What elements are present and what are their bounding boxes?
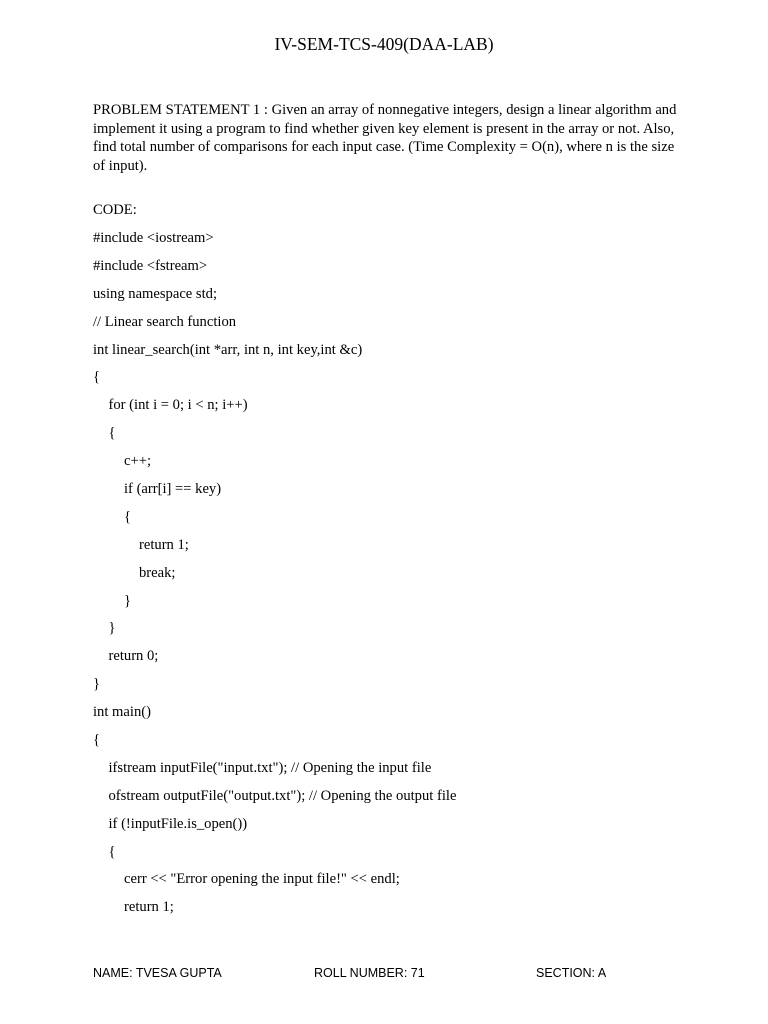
code-line: { [108, 425, 116, 442]
page-title: IV-SEM-TCS-409(DAA-LAB) [274, 34, 494, 54]
code-line: { [108, 843, 116, 860]
code-line: return 0; [108, 648, 159, 665]
code-line: // Linear search function [93, 313, 237, 330]
code-line: if (!inputFile.is_open()) [108, 815, 248, 832]
page-footer [93, 964, 713, 982]
code-line: return 1; [124, 899, 174, 916]
code-line: break; [139, 564, 176, 581]
code-line: ifstream inputFile("input.txt"); // Opening the input file [108, 759, 432, 776]
code-line: } [124, 592, 132, 609]
code-line: } [108, 620, 116, 637]
footer-section: SECTION: A [536, 966, 607, 980]
code-line: for (int i = 0; i < n; i++) [108, 397, 248, 414]
code-line: int main() [93, 704, 151, 721]
code-line: if (arr[i] == key) [124, 481, 222, 498]
code-line: { [93, 732, 101, 749]
code-line: c++; [124, 453, 151, 470]
code-line: using namespace std; [93, 285, 218, 302]
footer-name: NAME: TVESA GUPTA [93, 966, 222, 980]
code-line: cerr << "Error opening the input file!" << endl; [124, 871, 400, 888]
code-block [93, 229, 713, 926]
code-label: CODE: [93, 202, 137, 218]
code-line: int linear_search(int *arr, int n, int key,int &c) [93, 341, 363, 358]
code-line: { [93, 369, 101, 386]
code-line: return 1; [139, 536, 189, 553]
footer-roll-number: ROLL NUMBER: 71 [314, 966, 425, 980]
problem-statement: PROBLEM STATEMENT 1 : Given an array of nonnegative integers, design a linear algorithm and implement it using a program to find whether given key element is present in the array or not. Also, find total number of comparisons for each input case. (Time Complexity = O(n), where n is the size of input). [93, 102, 677, 174]
code-line: #include <iostream> [93, 230, 214, 246]
code-line: } [93, 676, 101, 693]
code-line: #include <fstream> [93, 257, 208, 274]
code-line: ofstream outputFile("output.txt"); // Opening the output file [108, 787, 457, 804]
code-line: { [124, 508, 132, 525]
